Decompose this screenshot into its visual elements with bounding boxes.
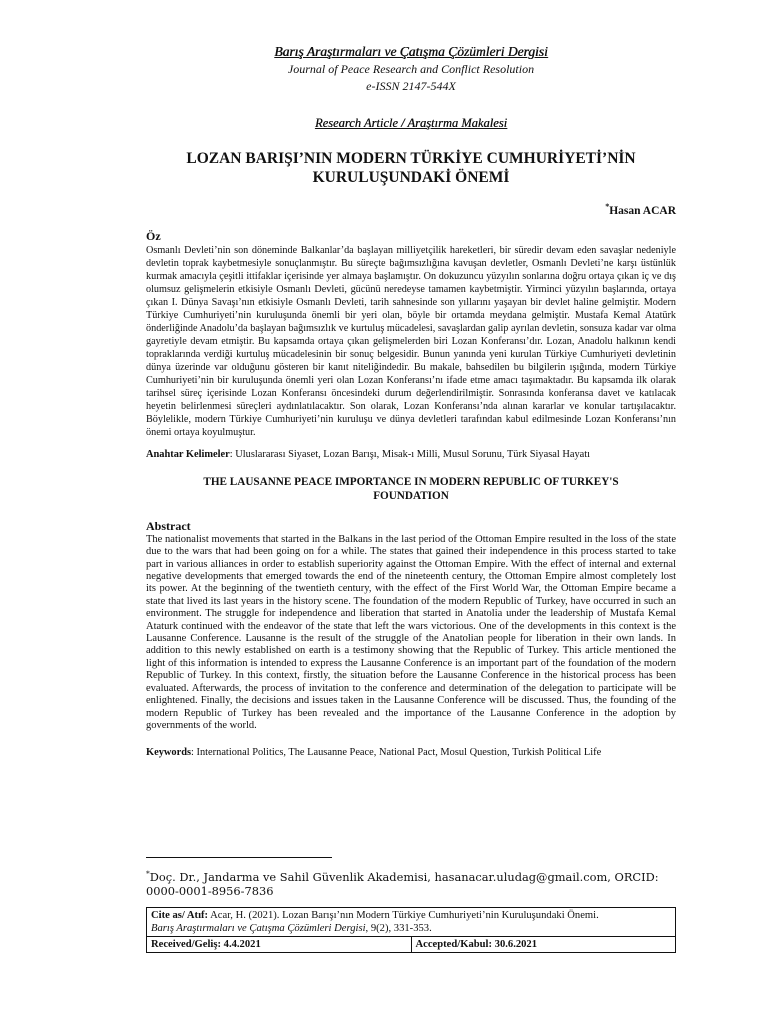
author-footnote: [146, 867, 676, 898]
citation-row: [147, 908, 675, 937]
dates-row: [147, 937, 675, 952]
citation-label: Cite as/ Atıf:: [151, 910, 209, 921]
oz-body: Osmanlı Devleti’nin son döneminde Balkanlar’da başlayan milliyetçilik hareketleri, bir süredir devam eden savaşlar nedeniyle devletin toprak kaybetmesiyle sonuçlanmıştır. Bu süreçte bağımsızlığına kavuşan devletler, Osmanlı Devleti’ne karşı üstünlük kurmak amacıyla çeşitli ittifaklar içerisinde yer almaya başlamıştır. On dokuzuncu yüzyılın sonlarına doğru ortaya çıkan iç ve dış olumsuz gelişmelerin etkisiyle Osmanlı Devleti, gücünü neredeyse tamamen kaybetmiştir. Yirminci yüzyılın başlarında, ortaya çıkan I. Dünya Savaşı’nın etkisiyle Osmanlı Devleti, tarih sahnesinde son yıllarını yaşayan bir devlet haline gelmiştir. Modern Türkiye Cumhuriyeti’nin kuruluşunda önemli bir yeri olan, böyle bir ortamda meydana gelmiştir. Mustafa Kemal Atatürk önderliğinde Anadolu’da başlayan bağımsızlık ve kurtuluş mücadelesi, savaşlardan galip ayrılan devletin, sonsuza kadar var olma gayretiyle devam etmiştir. Bu kapsamda ortaya çıkan gelişmelerden biri Lozan Konferansı’dır. Lozan, Anadolu halkının kendi topraklarında verdiği kurtuluş mücadelesinin bir sonuç belgesidir. Bunun yanında yeni kurulan Türkiye Cumhuriyeti devletinin dünya üzerinde var olduğunu gösteren bir kanıt niteliğindedir. Bu makale, bahsedilen bu bilgilerin ışığında, modern Türkiye Cumhuriyeti’nin bir kuruluşunda önemli yeri olan Lozan Konferansı’nı ifade etme amacı taşımaktadır. Bu kapsamda ilk olarak tarihsel süreç içerisinde Lozan Konferansı öncesindeki durum değerlendirilmiştir. Sonrasında konferansa davet ve katılacak heyetin belirlenmesi süreçleri aydınlatılacaktır. Son olarak, Lozan Konferansı’nda alınan kararlar ve konular tartışılacaktır. Böylelikle, modern Türkiye Cumhuriyeti’nin kuruluşu ve dünya devletleri tarafından kabul edilmesinde Lozan Konferansı’nın önemi ortaya koyulmuştur.: [146, 244, 676, 438]
received-date: Received/Geliş: 4.4.2021: [151, 939, 261, 950]
keywords-en-label: Keywords: [146, 747, 192, 759]
article-title-tr: [146, 149, 676, 187]
article-title-en-line2: FOUNDATION: [373, 489, 449, 502]
footnote-marker: *: [146, 869, 150, 878]
journal-title-en: Journal of Peace Research and Conflict Resolution: [287, 62, 535, 76]
citation-volume: , 9(2), 331-353.: [365, 922, 432, 934]
journal-header: [146, 44, 676, 131]
article-title-tr-line1: LOZAN BARIŞI’NIN MODERN TÜRKİYE CUMHURİYETİ’NİN: [186, 150, 636, 167]
footnote-divider: [146, 857, 332, 858]
keywords-en: [146, 746, 676, 759]
oz-heading: Öz: [146, 228, 161, 243]
article-title-tr-line2: KURULUŞUNDAKİ ÖNEMİ: [312, 169, 510, 186]
keywords-tr-text: : Uluslararası Siyaset, Lozan Barışı, Misak-ı Milli, Musul Sorunu, Türk Siyasal Hayatı: [229, 448, 591, 460]
author-name: Hasan ACAR: [609, 204, 676, 217]
journal-title-tr: Barış Araştırmaları ve Çatışma Çözümleri Dergisi: [274, 44, 548, 59]
author-footnote-marker: *: [605, 202, 610, 211]
citation-text: Acar, H. (2021). Lozan Barışı’nın Modern Türkiye Cumhuriyeti’nin Kuruluşundaki Önemi.: [208, 910, 599, 921]
accepted-date: Accepted/Kabul: 30.6.2021: [411, 937, 676, 952]
keywords-en-text: : International Politics, The Lausanne Peace, National Pact, Mosul Question, Turkish Political Life: [191, 747, 602, 759]
article-type: Research Article / Araştırma Makalesi: [314, 116, 508, 130]
footnote-text: Doç. Dr., Jandarma ve Sahil Güvenlik Akademisi, hasanacar.uludag@gmail.com, ORCID: 0000-0001-8956-7836: [146, 869, 659, 898]
article-title-en-line1: THE LAUSANNE PEACE IMPORTANCE IN MODERN REPUBLIC OF TURKEY'S: [203, 475, 619, 488]
journal-issn: e-ISSN 2147-544X: [366, 79, 456, 93]
citation-box: [146, 907, 676, 953]
keywords-tr-label: Anahtar Kelimeler: [146, 448, 230, 460]
abstract-heading: Abstract: [146, 518, 191, 533]
keywords-tr: [146, 448, 676, 461]
paper-page: [146, 40, 676, 759]
citation-journal: Barış Araştırmaları ve Çatışma Çözümleri Dergisi: [151, 922, 366, 934]
author: [146, 202, 676, 217]
article-title-en: [146, 475, 676, 503]
abstract-body: The nationalist movements that started in the Balkans in the last period of the Ottoman Empire resulted in the loss of the state due to the wars that had been going on for a while. The states that gained their independence in this process started to take part in various alliances in order to establish superiority against the Ottoman Empire. With the effect of internal and external negative developments that emerged towards the end of the nineteenth century, the Ottoman Empire almost completely lost its power. At the beginning of the twentieth century, with the effect of the First World War, the Ottoman Empire became a state that lived its last years in the history scene. The foundation of the modern Republic of Turkey, have occurred in such an environment. The struggle for independence and liberation that started in Anatolia under the leadership of Mustafa Kemal Ataturk continued with the endeavor of the state that left the wars victorious. One of the developments in this context is the Lausanne Conference. Lausanne is the result of the struggle of the Anatolian people for liberation in their own lands. In addition to this newly established on earth is a testimony showing that the Republic of Turkey. This article mentioned the light of this information is intended to express the Lausanne Conference is an important part of the foundation of the modern Republic of Turkey. In this context, firstly, the situation before the Lausanne Conference in the historical process has been evaluated. Afterwards, the process of invitation to the conference and determination of the delegation to participate will be enlightened. Finally, the decisions and issues taken in the Lausanne Conference will be discussed. Thus, the founding of the modern Republic of Turkey has been revealed and the importance of the Lausanne Conference in the adoption by governments of the world.: [146, 533, 676, 731]
